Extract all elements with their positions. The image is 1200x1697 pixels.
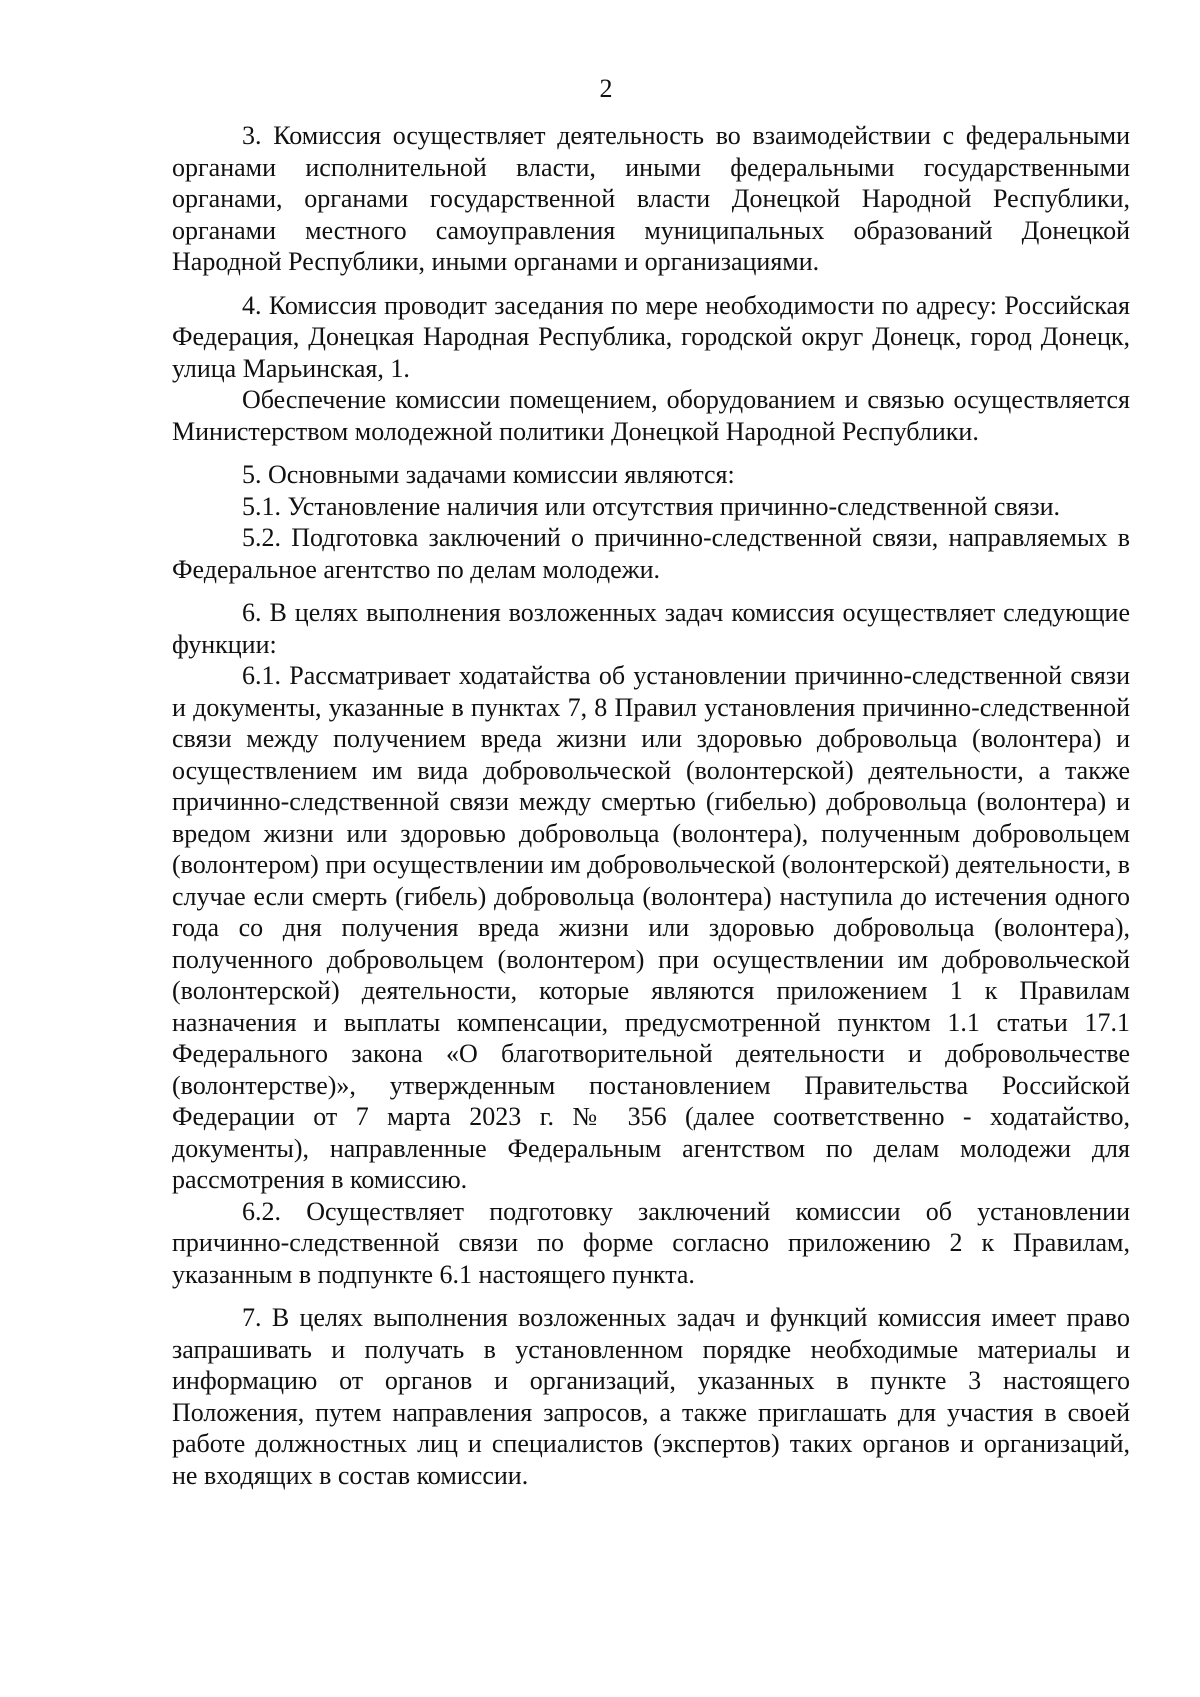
paragraph-4-provision: Обеспечение комиссии помещением, оборудованием и связью осуществляется Министерством молодежной политики Донецкой Народной Республики. — [172, 385, 1130, 446]
paragraph-6-2: 6.2. Осуществляет подготовку заключений комиссии об установлении причинно-следственной связи по форме согласно приложению 2 к Правилам, указанным в подпункте 6.1 настоящего пункта. — [172, 1196, 1130, 1289]
paragraph-4-meetings: 4. Комиссия проводит заседания по мере необходимости по адресу: Российская Федерация, Донецкая Народная Республика, городской округ Донецк, город Донецк, улица Марьинская, 1. — [172, 290, 1130, 383]
paragraph-5-tasks: 5. Основными задачами комиссии являются: — [242, 460, 735, 489]
page-number: 2 — [599, 74, 613, 103]
paragraph-5-2: 5.2. Подготовка заключений о причинно-следственной связи, направляемых в Федеральное агентство по делам молодежи. — [172, 523, 1130, 584]
paragraph-7-rights: 7. В целях выполнения возложенных задач и функций комиссия имеет право запрашивать и получать в установленном порядке необходимые материалы и информацию от органов и организаций, указанных в пункте 3 настоящего Положения, путем направления запросов, а также приглашать для участия в своей работе должностных лиц и специалистов (экспертов) таких органов и организаций, не входящих в состав комиссии. — [172, 1303, 1130, 1490]
paragraph-6-functions: 6. В целях выполнения возложенных задач комиссия осуществляет следующие функции: — [172, 598, 1130, 659]
paragraph-5-1: 5.1. Установление наличия или отсутствия причинно-следственной связи. — [242, 491, 1061, 521]
document-body — [172, 120, 1130, 1491]
paragraph-3-interaction: 3. Комиссия осуществляет деятельность во взаимодействии с федеральными органами исполнительной власти, иными федеральными государственными органами, органами государственной власти Донецкой Народной Республики, органами местного самоуправления муниципальных образований Донецкой Народной Республики, иными органами и организациями. — [172, 121, 1130, 276]
paragraph-6-1: 6.1. Рассматривает ходатайства об установлении причинно-следственной связи и документы, указанные в пунктах 7, 8 Правил установления причинно-следственной связи между получением вреда жизни или здоровью добровольца (волонтера) и осуществлением им вида добровольческой (волонтерской) деятельности, а также причинно-следственной связи между смертью (гибелью) добровольца (волонтера) и вредом жизни или здоровью добровольца (волонтера), полученным добровольцем (волонтером) при осуществлении им добровольческой (волонтерской) деятельности, в случае если смерть (гибель) добровольца (волонтера) наступила до истечения одного года со дня получения вреда жизни или здоровью добровольца (волонтера), полученного добровольцем (волонтером) при осуществлении им добровольческой (волонтерской) деятельности, которые являются приложением 1 к Правилам назначения и выплаты компенсации, предусмотренной пунктом 1.1 статьи 17.1 Федерального закона «О благотворительной деятельности и добровольчестве (волонтерстве)», утвержденным постановлением Правительства Российской Федерации от 7 марта 2023 г. № 356 (далее соответственно - ходатайство, документы), направленные Федеральным агентством по делам молодежи для рассмотрения в комиссию. — [172, 661, 1131, 1194]
